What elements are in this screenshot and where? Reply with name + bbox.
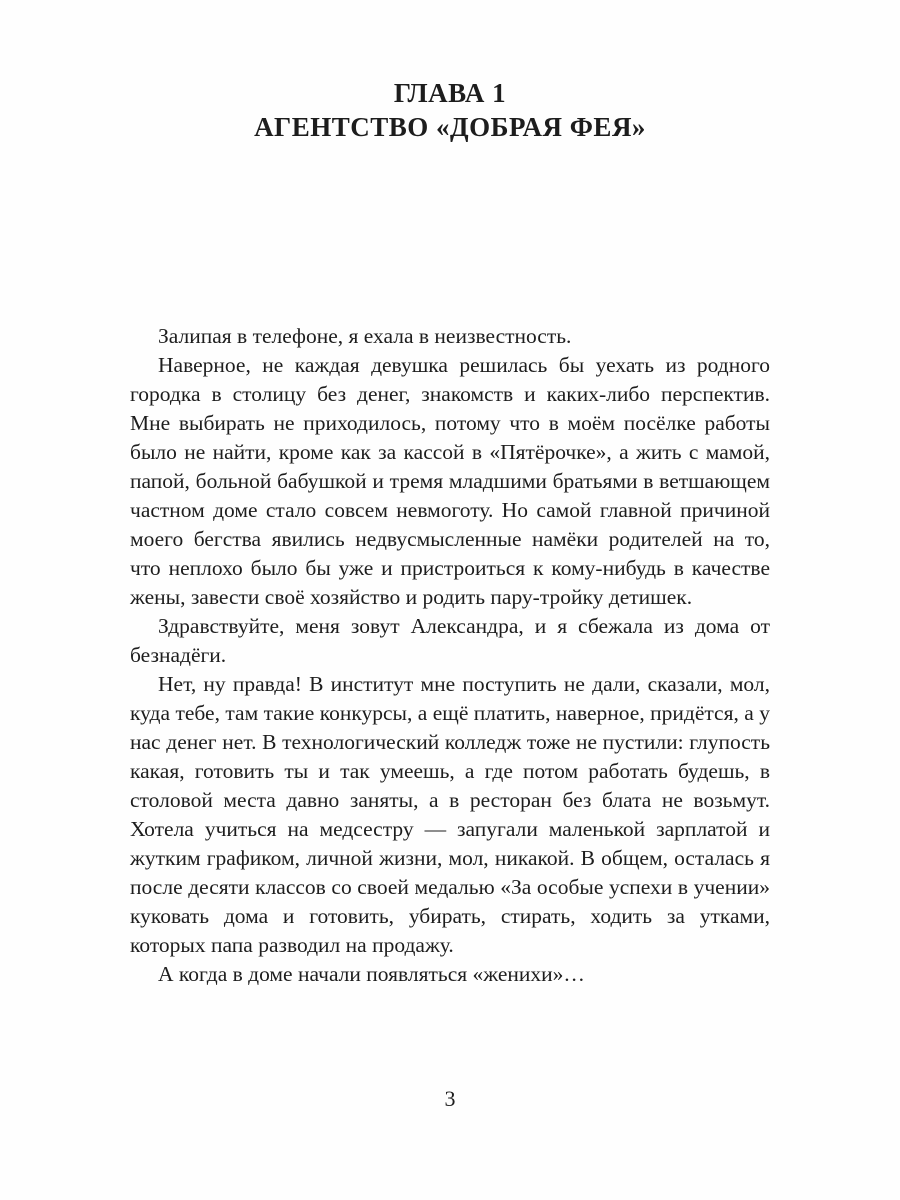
chapter-header bbox=[0, 76, 900, 144]
paragraph: Залипая в телефоне, я ехала в неизвестность. bbox=[158, 324, 572, 348]
chapter-title: ГЛАВА 1 bbox=[393, 78, 507, 108]
paragraph: Здравствуйте, меня зовут Александра, и я сбежала из дома от безнадёги. bbox=[130, 614, 770, 667]
body-text bbox=[130, 322, 770, 989]
paragraph: Нет, ну правда! В институт мне поступить не дали, сказали, мол, куда тебе, там такие конкурсы, а ещё платить, наверное, придётся, а у нас денег нет. В технологический колледж тоже не пустили: глупость какая, готовить ты и так умеешь, а где потом работать будешь, в столовой места давно заняты, а в ресторан без блата не возьмут. Хотела учиться на медсестру — запугали маленькой зарплатой и жутким графиком, личной жизни, мол, никакой. В общем, осталась я после десяти классов со своей медалью «За особые успехи в учении» куковать дома и готовить, убирать, стирать, ходить за утками, которых папа разводил на продажу. bbox=[130, 672, 770, 957]
chapter-subtitle: АГЕНТСТВО «ДОБРАЯ ФЕЯ» bbox=[254, 112, 646, 142]
page-number: 3 bbox=[444, 1086, 456, 1111]
paragraph: Наверное, не каждая девушка решилась бы уехать из родного городка в столицу без денег, знакомств и каких-либо перспектив. Мне выбирать не приходилось, потому что в моём посёлке работы было не найти, кроме как за кассой в «Пятёрочке», а жить с мамой, папой, больной бабушкой и тремя младшими братьями в ветшающем частном доме стало совсем невмоготу. Но самой главной причиной моего бегства явились недвусмысленные намёки родителей на то, что неплохо было бы уже и пристроиться к кому-нибудь в качестве жены, завести своё хозяйство и родить пару-тройку детишек. bbox=[130, 353, 770, 609]
paragraph: А когда в доме начали появляться «женихи»… bbox=[158, 962, 585, 986]
